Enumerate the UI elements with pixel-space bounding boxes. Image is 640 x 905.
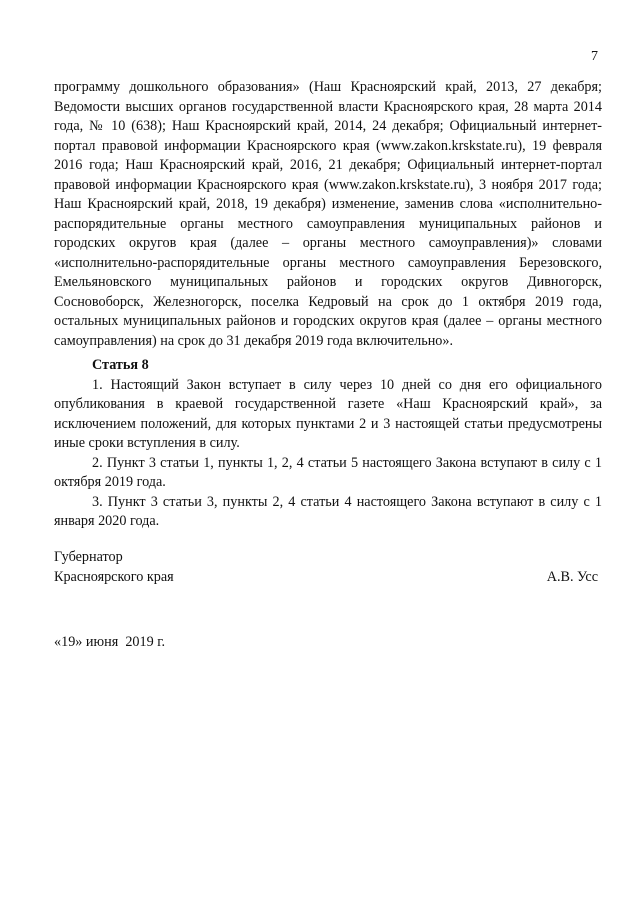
page-number: 7 (591, 49, 598, 64)
article-item-2: 2. Пункт 3 статьи 1, пункты 1, 2, 4 статьи 5 настоящего Закона вступают в силу с 1 октября 2019 года. (54, 454, 602, 490)
article-item-1: 1. Настоящий Закон вступает в силу через 10 дней со дня его официального опубликования в краевой государственной газете «Наш Красноярский край», за исключением положений, для которых пунктами 2 и 3 настоящей статьи предусмотрены иные сроки вступления в силу. (54, 376, 602, 451)
article-title: Статья 8 (92, 357, 149, 373)
intro-paragraph: программу дошкольного образования» (Наш Красноярский край, 2013, 27 декабря; Ведомости высших органов государственной власти Красноярского края, 28 марта 2014 года, № 10 (638); Наш Красноярский край, 2014, 24 декабря; Официальный интернет-портал правовой информации Красноярского края (www.zakon.krskstate.ru), 19 февраля 2016 года; Наш Красноярский край, 2016, 21 декабря; Официальный интернет-портал правовой информации Красноярского края (www.zakon.krskstate.ru), 3 ноября 2017 года; Наш Красноярский край, 2018, 19 декабря) изменение, заменив слова «исполнительно-распорядительные органы местного самоуправления муниципальных районов и городских округов края (далее – органы местного самоуправления)» словами «исполнительно-распорядительные органы местного самоуправления Березовского, Емельяновского муниципальных районов и городских округов Дивногорск, Сосновоборск, Железногорск, поселка Кедровый на срок до 1 октября 2019 года, остальных муниципальных районов и городских округов края (далее – органы местного самоуправления) на срок до 31 декабря 2019 года включительно». (54, 79, 602, 349)
document-date: «19» июня 2019 г. (54, 634, 166, 650)
signer-position-line1: Губернатор (54, 549, 123, 565)
intro-section (54, 78, 602, 351)
signature-block (54, 548, 598, 587)
article-item-3: 3. Пункт 3 статьи 3, пункты 2, 4 статьи 4 настоящего Закона вступают в силу с 1 января 2020 года. (54, 493, 602, 529)
article-section (54, 356, 602, 532)
signature-row (54, 568, 598, 588)
signer-name: А.В. Усс (546, 568, 598, 585)
signer-position-line2: Красноярского края (54, 568, 174, 585)
